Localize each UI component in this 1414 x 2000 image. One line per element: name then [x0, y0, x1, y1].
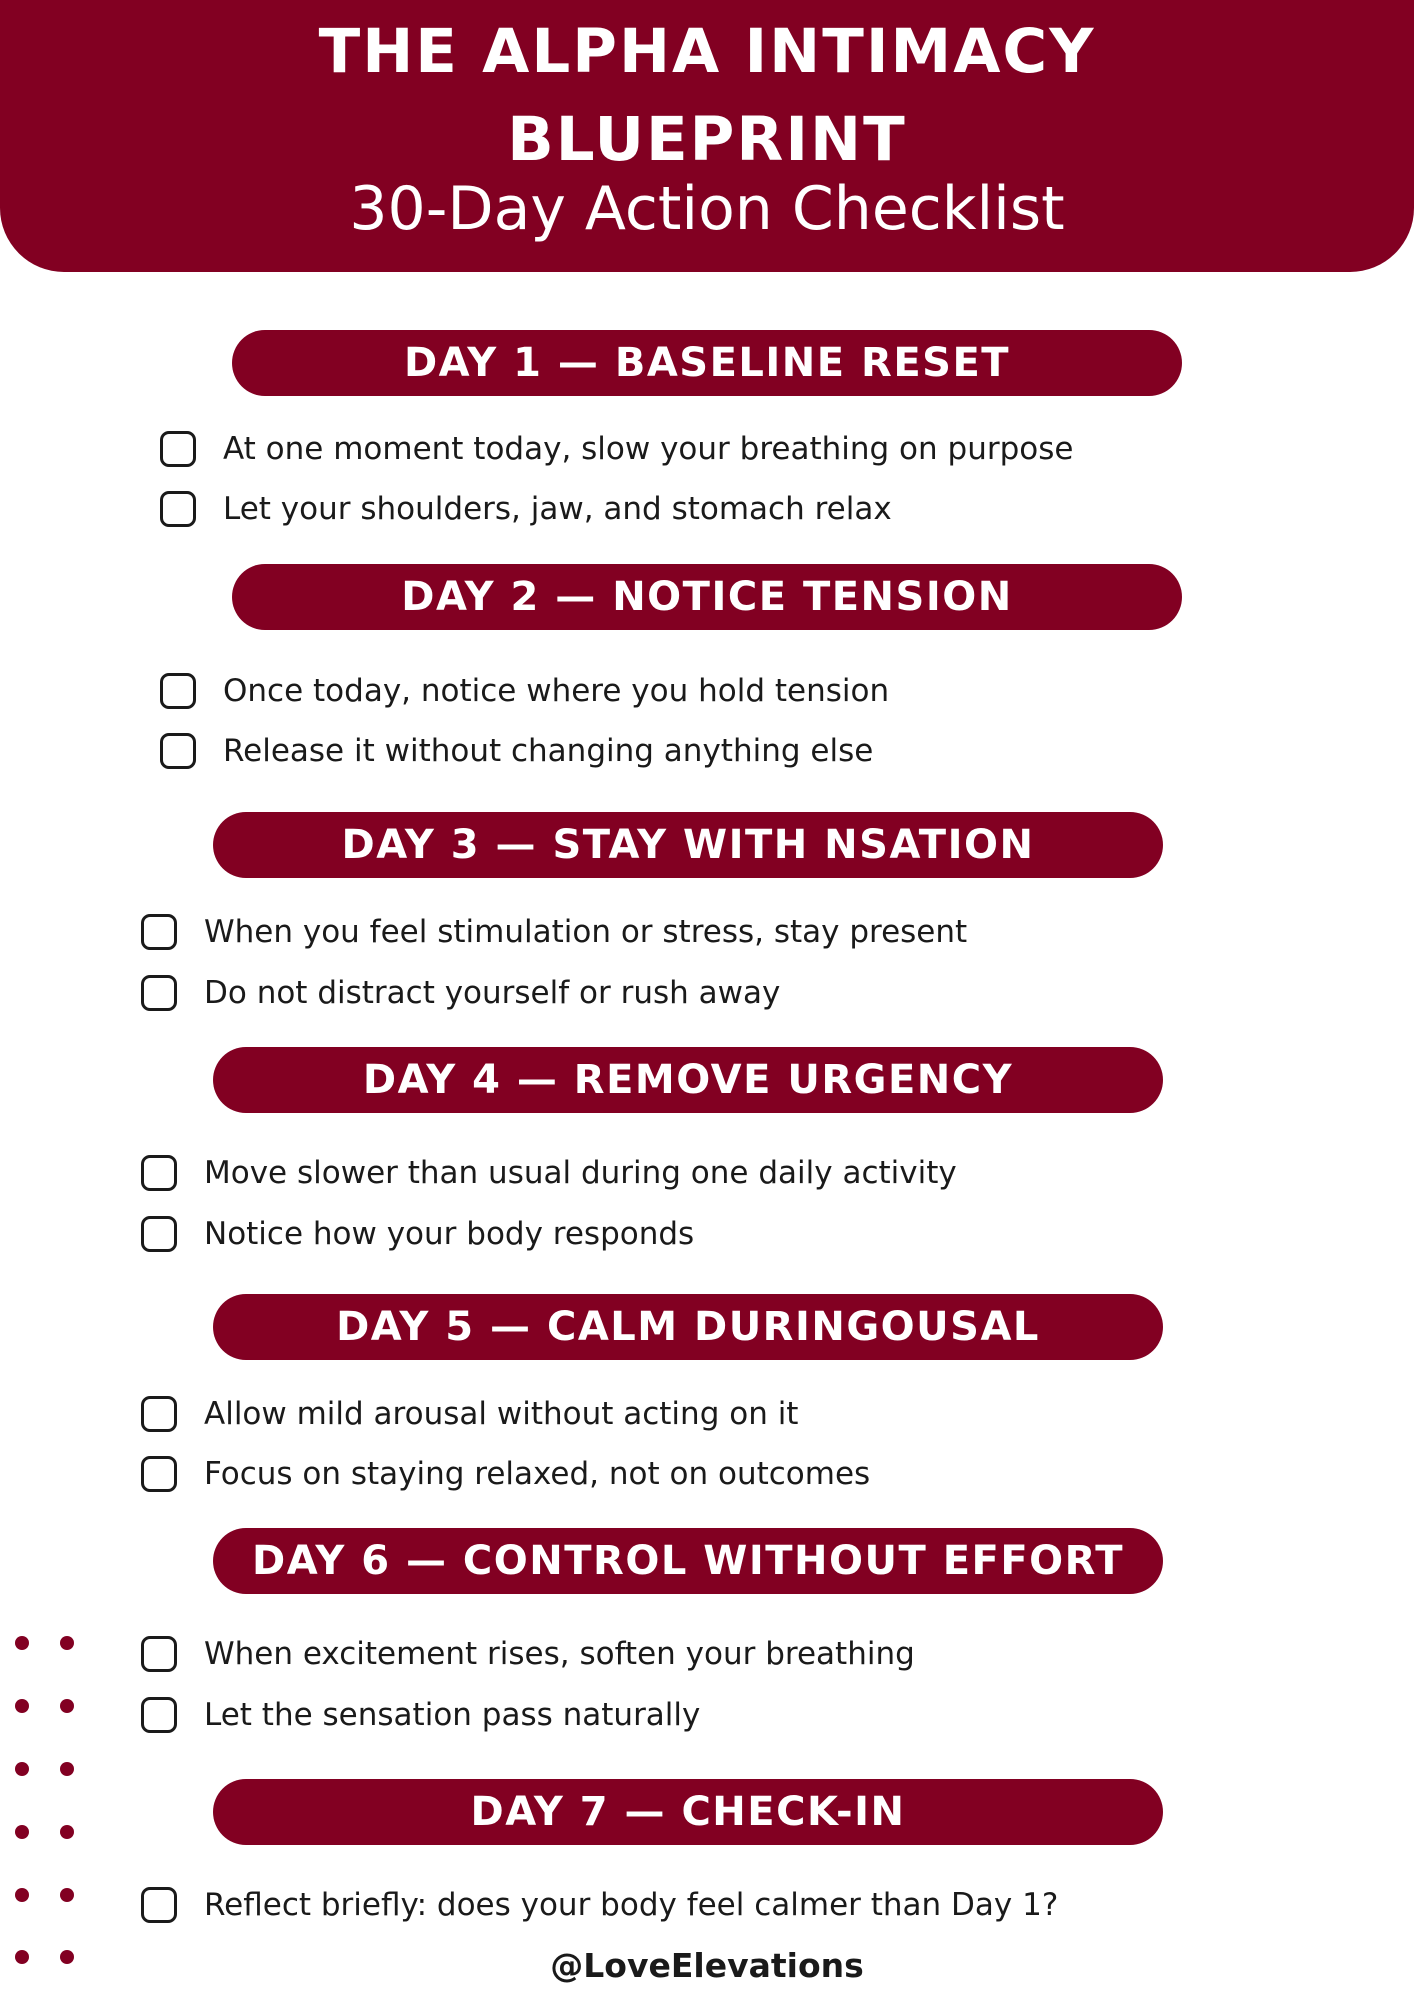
footer-handle: @LoveElevations: [550, 1946, 864, 1985]
checkbox[interactable]: [160, 491, 196, 527]
dot: [60, 1699, 74, 1713]
dot: [60, 1888, 74, 1902]
checklist-item[interactable]: [141, 1630, 915, 1678]
checklist-item[interactable]: [141, 908, 967, 956]
day-3-header: DAY 3 — STAY WITH NSATION: [213, 812, 1163, 878]
checklist-item[interactable]: [160, 425, 1073, 473]
checkbox[interactable]: [141, 914, 177, 950]
checklist-item-label: Let your shoulders, jaw, and stomach relax: [223, 491, 892, 527]
checkbox[interactable]: [160, 431, 196, 467]
day-7-header: DAY 7 — CHECK-IN: [213, 1779, 1163, 1845]
day-5-header: DAY 5 — CALM DURINGOUSAL: [213, 1294, 1163, 1360]
day-1-header: DAY 1 — BASELINE RESET: [232, 330, 1182, 396]
checkbox[interactable]: [141, 1456, 177, 1492]
checklist-item-label: At one moment today, slow your breathing on purpose: [223, 431, 1074, 467]
dot: [60, 1636, 74, 1650]
dot: [60, 1762, 74, 1776]
dot: [15, 1699, 29, 1713]
checkbox[interactable]: [141, 1697, 177, 1733]
checkbox[interactable]: [160, 733, 196, 769]
dot: [15, 1762, 29, 1776]
dot: [60, 1825, 74, 1839]
checklist-item[interactable]: [160, 667, 889, 715]
page-title: [0, 8, 1414, 184]
decorative-dots: [10, 1627, 90, 1967]
checkbox[interactable]: [141, 1887, 177, 1923]
checklist-item[interactable]: [160, 485, 892, 533]
day-4-header: DAY 4 — REMOVE URGENCY: [213, 1047, 1163, 1113]
checklist-item-label: Focus on staying relaxed, not on outcomes: [204, 1456, 871, 1492]
checklist-item[interactable]: [141, 969, 780, 1017]
checklist-item[interactable]: [160, 727, 873, 775]
checklist-item[interactable]: [141, 1450, 870, 1498]
page-subtitle: 30-Day Action Checklist: [349, 174, 1065, 244]
checklist-item[interactable]: [141, 1691, 700, 1739]
checklist-item-label: Move slower than usual during one daily activity: [204, 1155, 957, 1191]
day-2-header: DAY 2 — NOTICE TENSION: [232, 564, 1182, 630]
checkbox[interactable]: [141, 975, 177, 1011]
checklist-item-label: Notice how your body responds: [204, 1216, 695, 1252]
checklist-item-label: Allow mild arousal without acting on it: [204, 1396, 799, 1432]
checklist-item-label: When you feel stimulation or stress, stay present: [204, 914, 968, 950]
header-banner: [0, 0, 1414, 272]
checklist-item[interactable]: [141, 1149, 957, 1197]
checkbox[interactable]: [141, 1636, 177, 1672]
title-line-1: THE ALPHA INTIMACY: [318, 16, 1096, 87]
checkbox[interactable]: [141, 1216, 177, 1252]
checklist-item[interactable]: [141, 1210, 694, 1258]
checklist-item[interactable]: [141, 1881, 1058, 1929]
checklist-item-label: Reflect briefly: does your body feel calmer than Day 1?: [204, 1887, 1059, 1923]
checkbox[interactable]: [141, 1155, 177, 1191]
checkbox[interactable]: [141, 1396, 177, 1432]
checkbox[interactable]: [160, 673, 196, 709]
checklist-item[interactable]: [141, 1390, 798, 1438]
checklist-item-label: When excitement rises, soften your breathing: [204, 1636, 915, 1672]
checklist-item-label: Do not distract yourself or rush away: [204, 975, 781, 1011]
dot: [15, 1636, 29, 1650]
checklist-item-label: Release it without changing anything else: [223, 733, 874, 769]
checklist-item-label: Once today, notice where you hold tension: [223, 673, 890, 709]
checklist-item-label: Let the sensation pass naturally: [204, 1697, 701, 1733]
title-line-2: BLUEPRINT: [507, 104, 907, 175]
dot: [15, 1888, 29, 1902]
dot: [15, 1825, 29, 1839]
day-6-header: DAY 6 — CONTROL WITHOUT EFFORT: [213, 1528, 1163, 1594]
